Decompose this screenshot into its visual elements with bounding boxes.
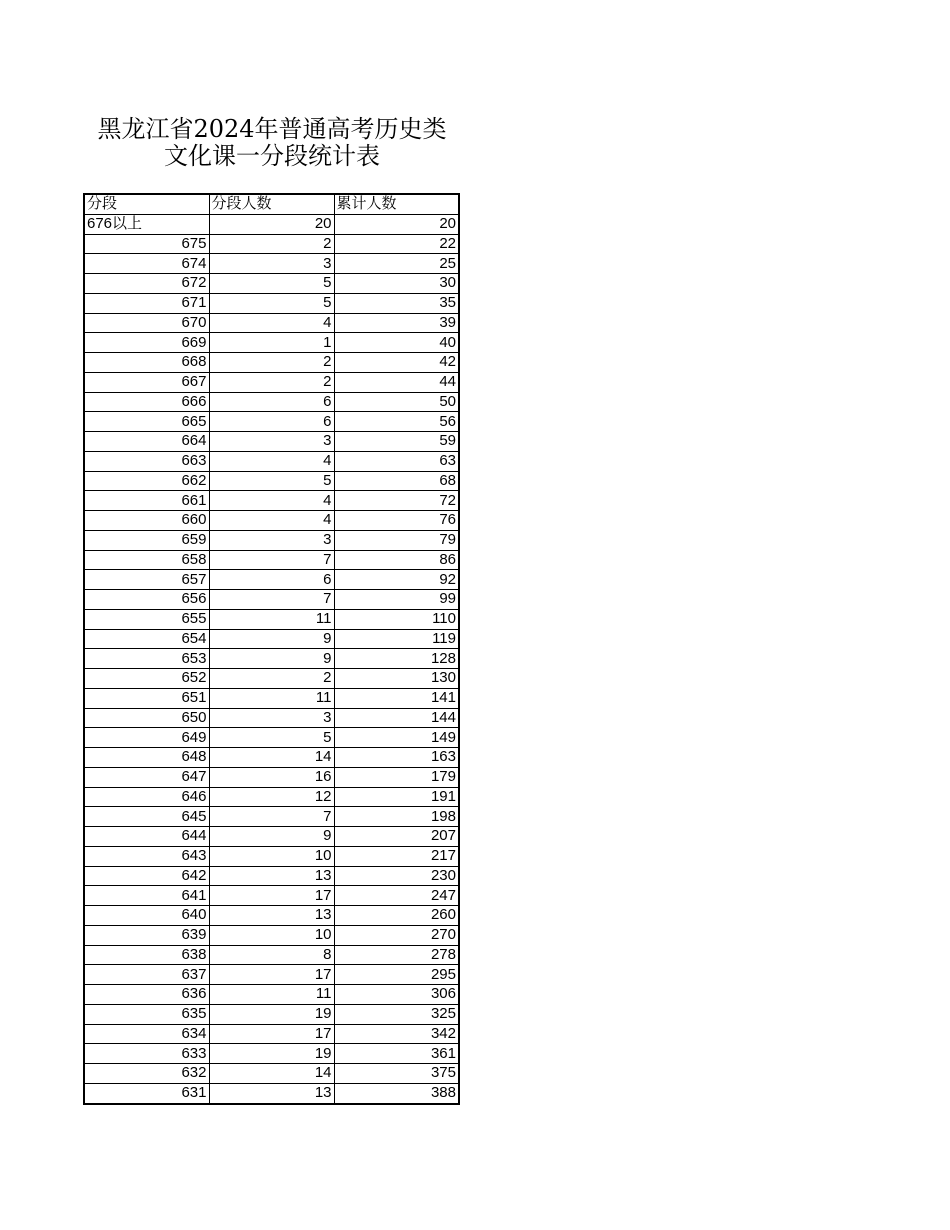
table-row [84, 609, 459, 629]
cumulative-count-cell: 44 [334, 372, 459, 392]
band-count-cell: 8 [209, 945, 334, 965]
band-count-cell: 2 [209, 353, 334, 373]
cumulative-count-cell: 217 [334, 846, 459, 866]
table-row [84, 708, 459, 728]
table-row [84, 313, 459, 333]
score-band-cell: 662 [84, 471, 209, 491]
table-row [84, 590, 459, 610]
score-band-cell: 667 [84, 372, 209, 392]
score-band-cell: 646 [84, 787, 209, 807]
score-distribution-table [83, 193, 460, 1105]
cumulative-count-cell: 278 [334, 945, 459, 965]
score-band-cell: 650 [84, 708, 209, 728]
table-row [84, 392, 459, 412]
band-count-cell: 14 [209, 1064, 334, 1084]
table-row [84, 432, 459, 452]
table-row [84, 748, 459, 768]
cumulative-count-cell: 50 [334, 392, 459, 412]
band-count-cell: 3 [209, 708, 334, 728]
band-count-cell: 17 [209, 886, 334, 906]
band-count-cell: 9 [209, 649, 334, 669]
band-count-cell: 3 [209, 254, 334, 274]
score-band-cell: 665 [84, 412, 209, 432]
score-band-cell: 675 [84, 234, 209, 254]
score-band-cell: 642 [84, 866, 209, 886]
table-row [84, 649, 459, 669]
cumulative-count-cell: 361 [334, 1044, 459, 1064]
cumulative-count-cell: 149 [334, 728, 459, 748]
table-row [84, 254, 459, 274]
cumulative-count-cell: 144 [334, 708, 459, 728]
cumulative-count-cell: 92 [334, 570, 459, 590]
table-row [84, 234, 459, 254]
score-band-cell: 669 [84, 333, 209, 353]
score-band-cell: 637 [84, 965, 209, 985]
cumulative-count-cell: 179 [334, 767, 459, 787]
cumulative-count-cell: 42 [334, 353, 459, 373]
band-count-cell: 3 [209, 530, 334, 550]
score-band-cell: 664 [84, 432, 209, 452]
score-band-cell: 676以上 [84, 214, 209, 234]
score-band-cell: 648 [84, 748, 209, 768]
table-row [84, 1004, 459, 1024]
score-band-cell: 635 [84, 1004, 209, 1024]
score-band-cell: 644 [84, 827, 209, 847]
band-count-cell: 6 [209, 392, 334, 412]
title-line-2: 文化课一分段统计表 [164, 142, 380, 170]
band-count-cell: 10 [209, 925, 334, 945]
band-count-cell: 1 [209, 333, 334, 353]
band-count-cell: 5 [209, 274, 334, 294]
cumulative-count-cell: 128 [334, 649, 459, 669]
score-band-cell: 632 [84, 1064, 209, 1084]
cumulative-count-cell: 76 [334, 511, 459, 531]
cumulative-count-cell: 247 [334, 886, 459, 906]
band-count-cell: 12 [209, 787, 334, 807]
cumulative-count-cell: 260 [334, 906, 459, 926]
band-count-cell: 5 [209, 471, 334, 491]
table-row [84, 1024, 459, 1044]
table-row [84, 214, 459, 234]
table-row [84, 451, 459, 471]
cumulative-count-cell: 79 [334, 530, 459, 550]
band-count-cell: 7 [209, 550, 334, 570]
table-row [84, 945, 459, 965]
table-row [84, 550, 459, 570]
cumulative-count-cell: 25 [334, 254, 459, 274]
table-row [84, 333, 459, 353]
table-row [84, 767, 459, 787]
document-title [84, 116, 460, 170]
band-count-cell: 7 [209, 590, 334, 610]
cumulative-count-cell: 22 [334, 234, 459, 254]
band-count-cell: 9 [209, 629, 334, 649]
table-row [84, 985, 459, 1005]
score-band-cell: 651 [84, 688, 209, 708]
band-count-cell: 19 [209, 1044, 334, 1064]
band-count-cell: 4 [209, 313, 334, 333]
band-count-cell: 5 [209, 293, 334, 313]
band-count-cell: 13 [209, 1083, 334, 1103]
cumulative-count-cell: 163 [334, 748, 459, 768]
band-count-cell: 13 [209, 866, 334, 886]
cumulative-count-cell: 295 [334, 965, 459, 985]
score-band-cell: 647 [84, 767, 209, 787]
score-band-cell: 654 [84, 629, 209, 649]
score-band-cell: 656 [84, 590, 209, 610]
cumulative-count-cell: 39 [334, 313, 459, 333]
cumulative-count-cell: 375 [334, 1064, 459, 1084]
table-row [84, 353, 459, 373]
score-band-cell: 657 [84, 570, 209, 590]
score-band-cell: 658 [84, 550, 209, 570]
score-band-cell: 663 [84, 451, 209, 471]
cumulative-count-cell: 68 [334, 471, 459, 491]
band-count-cell: 20 [209, 214, 334, 234]
score-band-cell: 641 [84, 886, 209, 906]
table-row [84, 1083, 459, 1103]
band-count-cell: 5 [209, 728, 334, 748]
table-row [84, 906, 459, 926]
score-band-cell: 672 [84, 274, 209, 294]
table-row [84, 669, 459, 689]
cumulative-count-cell: 56 [334, 412, 459, 432]
score-band-cell: 666 [84, 392, 209, 412]
band-count-cell: 16 [209, 767, 334, 787]
band-count-cell: 4 [209, 451, 334, 471]
cumulative-count-cell: 40 [334, 333, 459, 353]
band-count-cell: 3 [209, 432, 334, 452]
cumulative-count-cell: 86 [334, 550, 459, 570]
table-row [84, 827, 459, 847]
cumulative-count-cell: 30 [334, 274, 459, 294]
cumulative-count-cell: 130 [334, 669, 459, 689]
table-row [84, 570, 459, 590]
table-row [84, 274, 459, 294]
cumulative-count-cell: 119 [334, 629, 459, 649]
band-count-cell: 9 [209, 827, 334, 847]
table-row [84, 688, 459, 708]
cumulative-count-cell: 59 [334, 432, 459, 452]
band-count-cell: 4 [209, 491, 334, 511]
title-line-1: 黑龙江省2024年普通高考历史类 [97, 115, 447, 143]
band-count-cell: 10 [209, 846, 334, 866]
score-band-cell: 636 [84, 985, 209, 1005]
band-count-cell: 11 [209, 688, 334, 708]
table-row [84, 965, 459, 985]
cumulative-count-cell: 342 [334, 1024, 459, 1044]
cumulative-count-cell: 198 [334, 807, 459, 827]
table-row [84, 925, 459, 945]
band-count-cell: 2 [209, 669, 334, 689]
band-count-cell: 2 [209, 234, 334, 254]
score-band-cell: 655 [84, 609, 209, 629]
score-band-cell: 671 [84, 293, 209, 313]
score-band-cell: 659 [84, 530, 209, 550]
cumulative-count-cell: 63 [334, 451, 459, 471]
table-row [84, 886, 459, 906]
cumulative-count-cell: 110 [334, 609, 459, 629]
header-cumulative-count: 累计人数 [334, 194, 459, 214]
score-band-cell: 653 [84, 649, 209, 669]
cumulative-count-cell: 325 [334, 1004, 459, 1024]
band-count-cell: 4 [209, 511, 334, 531]
band-count-cell: 17 [209, 1024, 334, 1044]
score-band-cell: 638 [84, 945, 209, 965]
score-band-cell: 649 [84, 728, 209, 748]
cumulative-count-cell: 191 [334, 787, 459, 807]
cumulative-count-cell: 99 [334, 590, 459, 610]
band-count-cell: 17 [209, 965, 334, 985]
band-count-cell: 6 [209, 412, 334, 432]
table-row [84, 1064, 459, 1084]
score-band-cell: 640 [84, 906, 209, 926]
band-count-cell: 13 [209, 906, 334, 926]
header-score-band: 分段 [84, 194, 209, 214]
table-row [84, 511, 459, 531]
score-band-cell: 661 [84, 491, 209, 511]
score-band-cell: 633 [84, 1044, 209, 1064]
cumulative-count-cell: 35 [334, 293, 459, 313]
score-band-cell: 645 [84, 807, 209, 827]
score-band-cell: 639 [84, 925, 209, 945]
score-band-cell: 668 [84, 353, 209, 373]
band-count-cell: 2 [209, 372, 334, 392]
band-count-cell: 11 [209, 985, 334, 1005]
score-band-cell: 660 [84, 511, 209, 531]
header-band-count: 分段人数 [209, 194, 334, 214]
table-row [84, 866, 459, 886]
table-header-row [84, 194, 459, 214]
cumulative-count-cell: 141 [334, 688, 459, 708]
table-row [84, 807, 459, 827]
cumulative-count-cell: 230 [334, 866, 459, 886]
table-row [84, 412, 459, 432]
cumulative-count-cell: 388 [334, 1083, 459, 1103]
table-row [84, 530, 459, 550]
score-band-cell: 670 [84, 313, 209, 333]
table-row [84, 471, 459, 491]
table-row [84, 728, 459, 748]
score-band-cell: 674 [84, 254, 209, 274]
table-body [84, 214, 459, 1103]
cumulative-count-cell: 270 [334, 925, 459, 945]
table-row [84, 846, 459, 866]
cumulative-count-cell: 306 [334, 985, 459, 1005]
band-count-cell: 6 [209, 570, 334, 590]
band-count-cell: 14 [209, 748, 334, 768]
table-row [84, 293, 459, 313]
table-row [84, 491, 459, 511]
cumulative-count-cell: 207 [334, 827, 459, 847]
score-band-cell: 652 [84, 669, 209, 689]
table-row [84, 372, 459, 392]
table-row [84, 1044, 459, 1064]
cumulative-count-cell: 72 [334, 491, 459, 511]
score-band-cell: 643 [84, 846, 209, 866]
table-row [84, 787, 459, 807]
score-band-cell: 631 [84, 1083, 209, 1103]
band-count-cell: 11 [209, 609, 334, 629]
cumulative-count-cell: 20 [334, 214, 459, 234]
table-row [84, 629, 459, 649]
band-count-cell: 7 [209, 807, 334, 827]
band-count-cell: 19 [209, 1004, 334, 1024]
score-band-cell: 634 [84, 1024, 209, 1044]
